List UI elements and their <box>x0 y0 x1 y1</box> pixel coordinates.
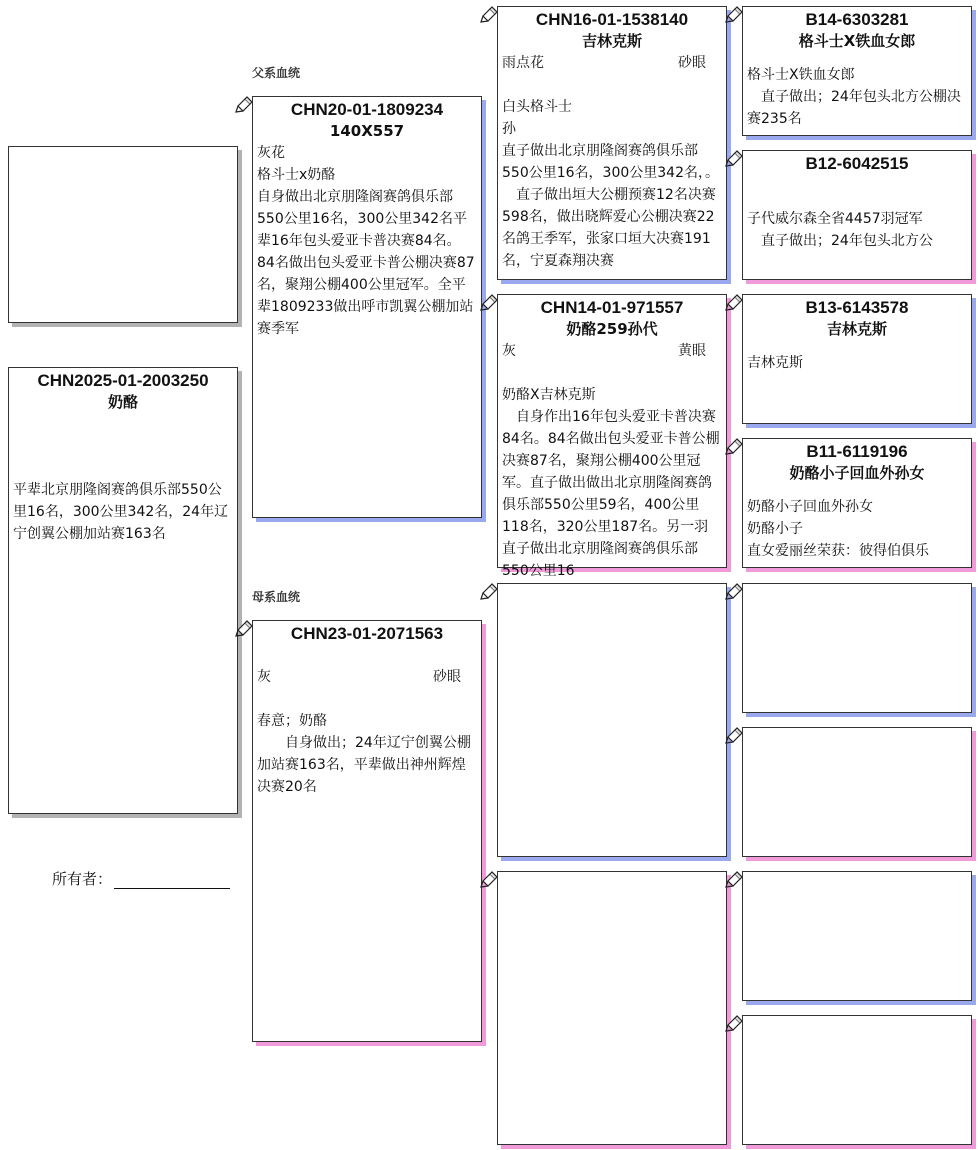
sss-name: 格斗士X铁血女郎 <box>798 32 916 50</box>
dam-sire-card[interactable] <box>497 583 727 857</box>
owner-input-line[interactable] <box>114 874 230 889</box>
sire-name: 140X557 <box>329 122 405 140</box>
sds-ring: B13-6143578 <box>805 298 909 317</box>
dd-dam-card[interactable] <box>742 1015 972 1145</box>
sire-lineage-label: 父系血统 <box>252 66 301 80</box>
ssd-cross: 子代威尔森全省4457羽冠军 <box>747 211 923 227</box>
subject-card[interactable] <box>8 367 238 814</box>
owner-field[interactable] <box>52 868 230 889</box>
ss-sire-card[interactable] <box>742 6 972 136</box>
ssd-note: 直子做出；24年包头北方公 <box>747 233 933 249</box>
dam-color: 灰 <box>257 669 271 685</box>
sd-dam-card[interactable] <box>742 438 972 568</box>
ss-dam-card[interactable] <box>742 150 972 280</box>
edit-pencil-icon[interactable] <box>236 96 252 112</box>
sd-color: 灰 <box>502 343 516 359</box>
sdd-name: 奶酪小子回血外孙女 <box>789 464 925 482</box>
edit-pencil-icon[interactable] <box>726 6 742 22</box>
subject-name: 奶酪 <box>107 393 138 411</box>
sd-name: 奶酪259孙代 <box>566 320 658 338</box>
ss-eye: 砂眼 <box>678 55 706 71</box>
dam-lineage-label: 母系血统 <box>252 590 301 604</box>
sd-sire-card[interactable] <box>742 294 972 424</box>
ss-ring: CHN16-01-1538140 <box>535 10 689 29</box>
sire-dam-card[interactable] <box>497 294 727 579</box>
sdd-ring: B11-6119196 <box>806 442 908 461</box>
sire-note: 自身做出北京朋隆阁赛鸽俱乐部550公里16名，300公里342名平辈16年包头爱亚卡普决赛84名。84名做出包头爱亚卡普公棚决赛87名，聚翔公棚400公里冠军。全平辈1809233做出呼市凯翼公棚加站赛季军 <box>257 189 475 337</box>
ss-name: 吉林克斯 <box>581 32 642 50</box>
sdd-note: 直女爱丽丝荣获：彼得伯俱乐 <box>747 543 929 559</box>
sire-cross: 格斗士x奶酪 <box>257 167 336 183</box>
sss-cross: 格斗士X铁血女郎 <box>747 67 855 83</box>
dam-eye: 砂眼 <box>433 669 461 685</box>
edit-pencil-icon[interactable] <box>726 1015 742 1031</box>
dam-card[interactable] <box>252 620 482 1042</box>
subject-ring: CHN2025-01-2003250 <box>37 371 209 390</box>
edit-pencil-icon[interactable] <box>481 871 497 887</box>
pigeon-photo[interactable] <box>8 146 238 323</box>
edit-pencil-icon[interactable] <box>726 727 742 743</box>
sire-ring: CHN20-01-1809234 <box>290 100 444 119</box>
edit-pencil-icon[interactable] <box>481 6 497 22</box>
dd-sire-card[interactable] <box>742 871 972 1001</box>
sss-note: 直子做出；24年包头北方公棚决赛235名 <box>747 89 961 127</box>
owner-label: 所有者： <box>52 870 113 888</box>
dam-note: 自身做出；24年辽宁创翼公棚加站赛163名，平辈做出神州辉煌决赛20名 <box>257 735 471 795</box>
edit-pencil-icon[interactable] <box>236 620 252 636</box>
sd-note: 自身作出16年包头爱亚卡普决赛84名。84名做出包头爱亚卡普公棚决赛87名，聚翔公棚400公里冠军。直子做出做出北京朋隆阁赛鸽俱乐部550公里59名，400公里118名，320公里187名。另一羽直子做出北京朋隆阁赛鸽俱乐部550公里16 <box>502 409 720 579</box>
edit-pencil-icon[interactable] <box>726 583 742 599</box>
dam-ring: CHN23-01-2071563 <box>290 624 444 643</box>
ss-color: 雨点花 <box>502 55 544 71</box>
sss-ring: B14-6303281 <box>805 10 909 29</box>
sire-card[interactable] <box>252 96 482 518</box>
edit-pencil-icon[interactable] <box>726 871 742 887</box>
sds-cross: 吉林克斯 <box>747 355 803 371</box>
sire-sire-card[interactable] <box>497 6 727 280</box>
sire-color: 灰花 <box>257 145 285 161</box>
sdd-extra: 奶酪小子 <box>747 521 803 537</box>
ssd-ring: B12-6042515 <box>805 154 909 173</box>
subject-note: 平辈北京朋隆阁赛鸽俱乐部550公里16名，300公里342名，24年辽宁创翼公棚加站赛163名 <box>13 482 229 542</box>
ss-note: 直子做出北京朋隆阁赛鸽俱乐部550公里16名，300公里342名，。 直子做出垣大公棚预赛12名决赛598名，做出晓辉爱心公棚决赛22名鸽王季军，张家口垣大决赛191名，宁夏森翔决赛 <box>502 143 719 269</box>
sdd-cross: 奶酪小子回血外孙女 <box>747 499 873 515</box>
edit-pencil-icon[interactable] <box>481 583 497 599</box>
edit-pencil-icon[interactable] <box>481 294 497 310</box>
sds-name: 吉林克斯 <box>826 320 887 338</box>
ss-cross: 白头格斗士 <box>502 99 572 115</box>
ds-sire-card[interactable] <box>742 583 972 713</box>
dam-cross: 春意；奶酪 <box>257 713 327 729</box>
edit-pencil-icon[interactable] <box>726 438 742 454</box>
edit-pencil-icon[interactable] <box>726 294 742 310</box>
edit-pencil-icon[interactable] <box>726 150 742 166</box>
ds-dam-card[interactable] <box>742 727 972 857</box>
sd-cross: 奶酪X吉林克斯 <box>502 387 596 403</box>
sd-ring: CHN14-01-971557 <box>540 298 684 317</box>
ss-extra: 孙 <box>502 121 516 137</box>
sd-eye: 黄眼 <box>678 343 706 359</box>
dam-dam-card[interactable] <box>497 871 727 1145</box>
